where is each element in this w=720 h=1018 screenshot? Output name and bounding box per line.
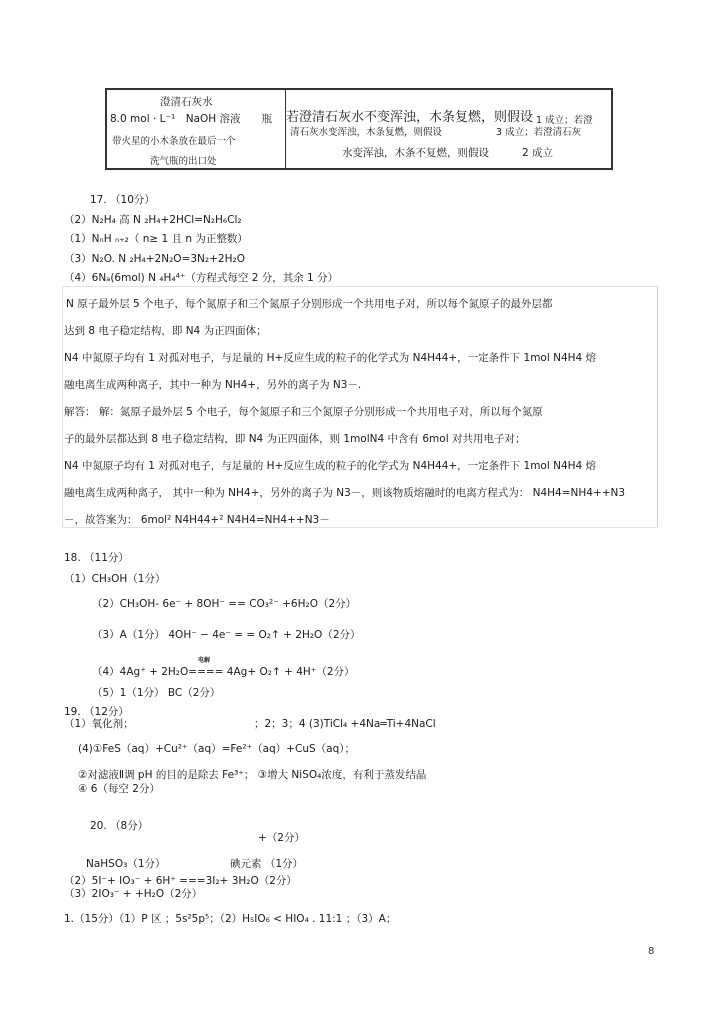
q20-answer-2a: NaHSO₃（1分） bbox=[86, 858, 166, 870]
q19-answer-5: ②对滤液Ⅱ调 pH 的目的是除去 Fe³⁺； ③增大 NiSO₄浓度，有利于蒸发结晶 bbox=[78, 769, 427, 781]
q18-answer-3: （3）A（1分） 4OH⁻ − 4e⁻ = = O₂↑ + 2H₂O（2分） bbox=[92, 629, 361, 641]
q18-electrolysis-label: 电解 bbox=[198, 657, 211, 664]
table-right-line-3: 水变浑浊，木条不复燃，则假设 bbox=[342, 147, 489, 159]
q17-answer-4: （4）6Nₐ(6mol) N ₄H₄⁴⁺（方程式每空 2 分，其余 1 分） bbox=[64, 272, 339, 284]
explain-line-9: －，故答案为： 6mol² N4H44+² N4H4=NH4++N3－ bbox=[64, 514, 330, 526]
q17-answer-3: （3）N₂O. N ₂H₄+2N₂O=3N₂+2H₂O bbox=[64, 253, 245, 265]
table-right-line-2: 清石灰水变浑浊，木条复燃，则假设 bbox=[290, 127, 443, 138]
explain-line-2: 达到 8 电子稳定结构，即 N4 为正四面体； bbox=[64, 325, 267, 337]
table-right-line-3b: 2 成立 bbox=[522, 147, 554, 159]
q20-answer-4: （3）2IO₃⁻ + +H₂O（2分） bbox=[64, 888, 203, 900]
page-number: 8 bbox=[648, 946, 655, 957]
table-right-line-1: 若澄清石灰水不变浑浊，木条复燃，则假设 bbox=[286, 110, 534, 125]
explain-line-1: N 原子最外层 5 个电子，每个氮原子和三个氮原子分别形成一个共用电子对，所以每个氮原子的最外层都 bbox=[66, 298, 553, 310]
q17-heading: 17. （10分） bbox=[90, 194, 155, 206]
table-divider bbox=[285, 90, 286, 168]
table-left-line-3: 带火星的小木条放在最后一个 bbox=[112, 136, 236, 147]
q19-answer-1: （1）氧化剂； bbox=[64, 718, 134, 730]
table-right-line-2b: 3 成立；若澄清石灰 bbox=[496, 127, 582, 138]
q20-answer-2b: 碘元素 （1分） bbox=[230, 858, 304, 870]
q18-heading: 18. （11分） bbox=[64, 552, 129, 564]
q17-answer-2: （2）N₂H₄ 高 N ₂H₄+2HCl=N₂H₆Cl₂ bbox=[64, 214, 242, 226]
q17-answer-1: （1）NₙH ₙ₊₂（ n≥ 1 且 n 为正整数） bbox=[64, 233, 248, 245]
q18-answer-4: （4）4Ag⁺ + 2H₂O==== 4Ag+ O₂↑ + 4H⁺（2分） bbox=[92, 666, 355, 678]
table-left-line-2: 8.0 mol · L⁻¹ NaOH 溶液 瓶 bbox=[110, 113, 273, 125]
q21-answer: 1.（15分）（1）P 区 ；5s²5p⁵；（2）H₅IO₆ < HIO₄ . 11:1 ；（3）A； bbox=[64, 913, 397, 925]
q19-answer-4: (4)①FeS（aq）+Cu²⁺（aq）=Fe²⁺（aq）+CuS（aq）； bbox=[78, 743, 355, 755]
q20-answer-1: +（2分） bbox=[258, 832, 305, 844]
q19-answer-1b: ；2；3；4 (3)TiCl₄ +4Na═Ti+4NaCl bbox=[254, 718, 436, 730]
explain-line-8: 融电离生成两种离子， 其中一种为 NH4+，另外的离子为 N3－，则该物质熔融时的电离方程式为： N4H4=NH4++N3 bbox=[64, 487, 626, 499]
explain-line-7: N4 中氮原子均有 1 对孤对电子，与足量的 H+反应生成的粒子的化学式为 N4H44+，一定条件下 1mol N4H4 熔 bbox=[64, 460, 597, 472]
q18-answer-2: （2）CH₃OH- 6e⁻ + 8OH⁻ == CO₃²⁻ +6H₂O（2分） bbox=[92, 598, 357, 610]
q18-answer-5: （5）1（1分） BC（2分） bbox=[92, 687, 221, 699]
q19-heading: 19. （12分） bbox=[64, 706, 129, 718]
explain-line-4: 融电离生成两种离子，其中一种为 NH4+，另外的离子为 N3－. bbox=[64, 379, 362, 391]
explain-line-3: N4 中氮原子均有 1 对孤对电子，与足量的 H+反应生成的粒子的化学式为 N4H44+，一定条件下 1mol N4H4 熔 bbox=[64, 352, 597, 364]
table-right-line-1b: 1 成立；若澄 bbox=[536, 115, 593, 126]
q19-answer-6: ④ 6（每空 2分） bbox=[78, 783, 160, 795]
table-left-line-4: 洗气瓶的出口处 bbox=[150, 156, 217, 167]
explain-line-6: 子的最外层都达到 8 电子稳定结构，即 N4 为正四面体，则 1molN4 中含有 6mol 对共用电子对； bbox=[64, 433, 526, 445]
q20-heading: 20. （8分） bbox=[90, 820, 149, 832]
q20-answer-3: （2）5I⁻+ IO₃⁻ + 6H⁺ ===3I₂+ 3H₂O（2分） bbox=[64, 875, 297, 887]
q18-answer-1: （1）CH₃OH（1分） bbox=[64, 573, 166, 585]
explain-line-5: 解答： 解：氮原子最外层 5 个电子，每个氮原子和三个氮原子分别形成一个共用电子对，所以每个氮原 bbox=[64, 406, 543, 418]
table-left-line-1: 澄清石灰水 bbox=[160, 96, 213, 108]
